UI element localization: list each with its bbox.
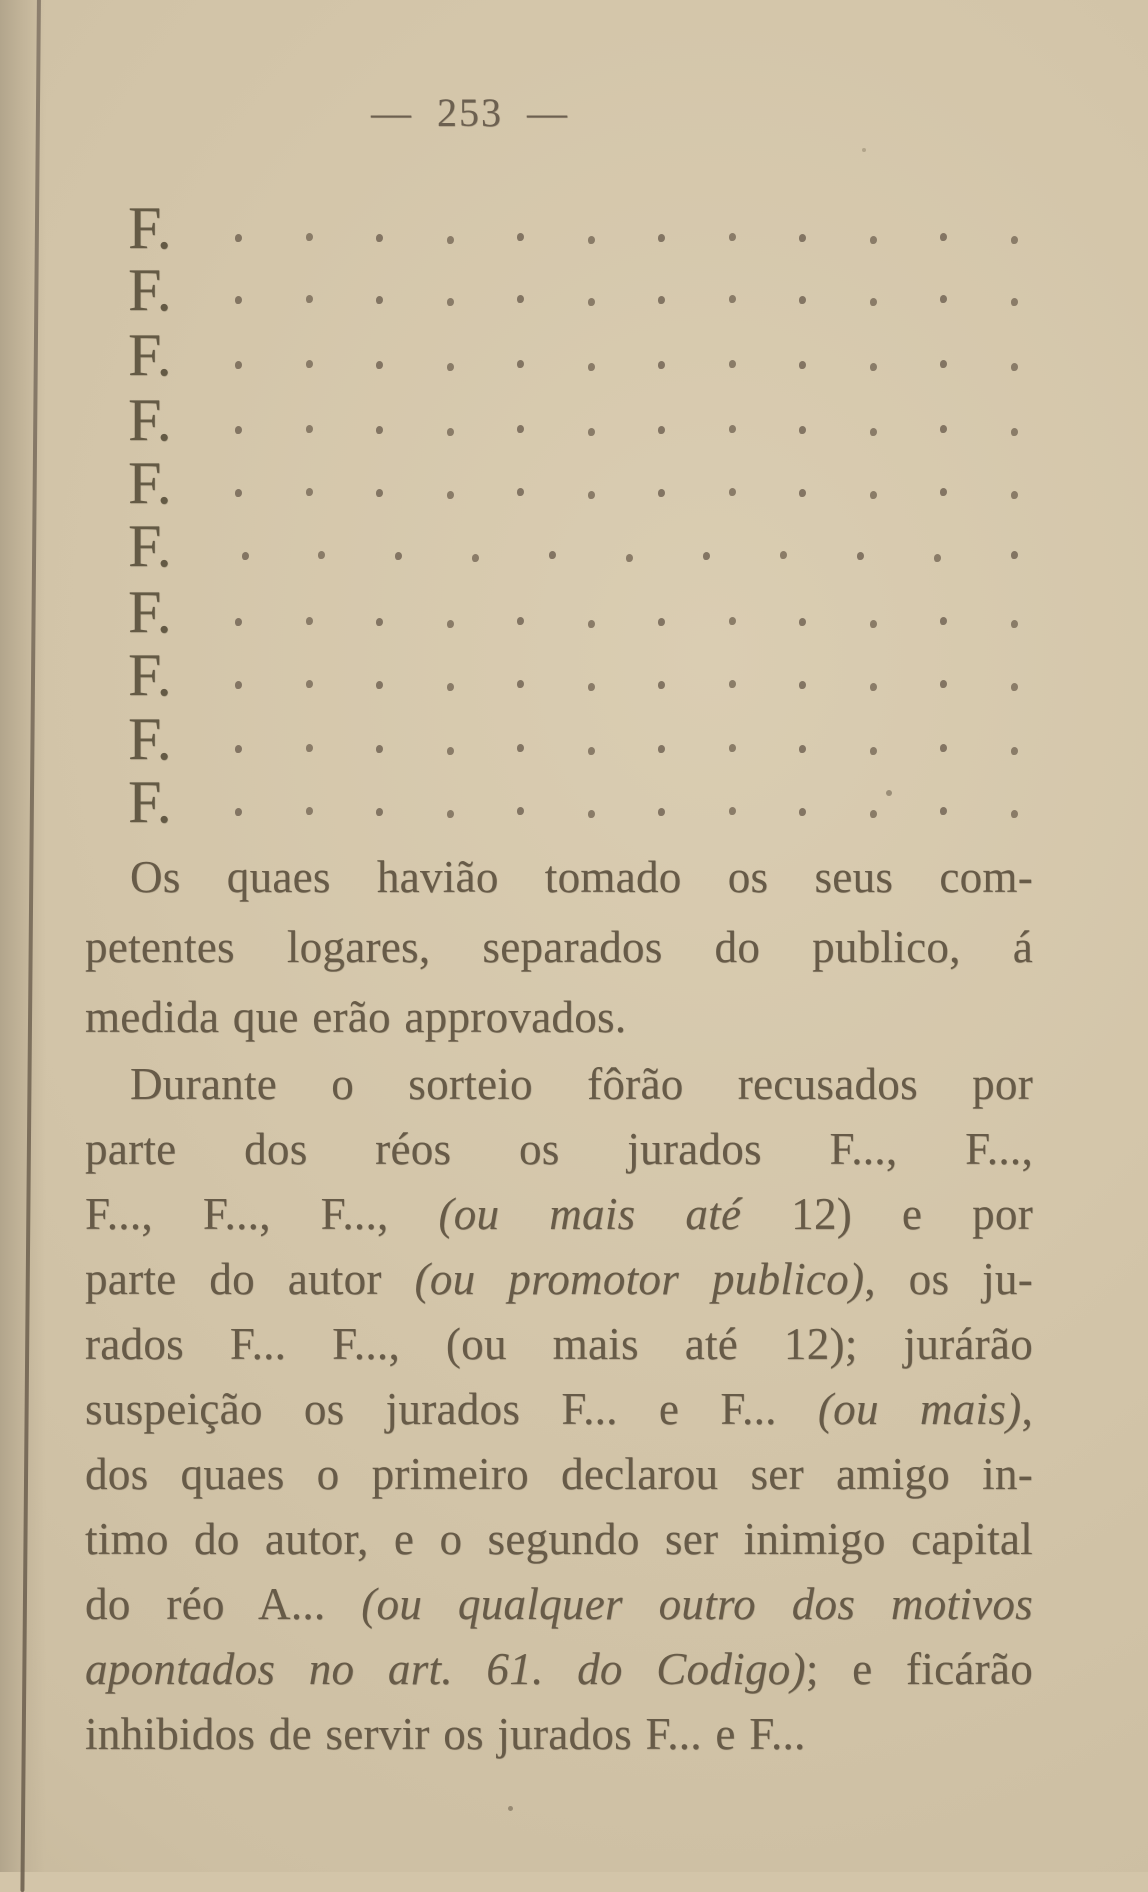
leader-dot xyxy=(235,234,242,242)
juror-blank-row xyxy=(128,704,1018,772)
leader-dot xyxy=(658,808,665,816)
leader-dot xyxy=(799,489,806,497)
juror-blank-row xyxy=(128,767,1018,835)
italic-text: (ou mais) xyxy=(817,1384,1022,1434)
roman-text: ; e ficárão xyxy=(805,1644,1033,1694)
leader-dot xyxy=(1011,551,1018,559)
leader-dot xyxy=(376,489,383,497)
juror-initial: F. xyxy=(128,769,172,835)
leader-dot xyxy=(729,488,736,496)
leader-dot xyxy=(870,747,877,755)
leader-dot xyxy=(658,296,665,304)
juror-initial: F. xyxy=(128,195,172,261)
leader-dot xyxy=(940,807,947,815)
leader-dot xyxy=(447,363,454,371)
leader-dot xyxy=(1011,363,1018,371)
leader-dot xyxy=(242,552,249,560)
leader-dot xyxy=(235,296,242,304)
page-number: — 253 — xyxy=(371,90,569,135)
leader-dot xyxy=(870,236,877,244)
leader-dot xyxy=(306,617,313,625)
italic-text: (ou qualquer outro dos motivos xyxy=(361,1579,1033,1629)
leader-dot xyxy=(588,620,595,628)
leader-dot xyxy=(626,554,633,562)
roman-text: timo do autor, e o segundo ser inimigo capital xyxy=(85,1514,1033,1564)
juror-initial: F. xyxy=(128,450,172,516)
juror-initial: F. xyxy=(128,513,172,579)
text-line xyxy=(85,1182,1033,1247)
leader-dot xyxy=(729,295,736,303)
italic-text: apontados no art. 61. do Codigo) xyxy=(85,1644,806,1694)
scan-speck xyxy=(886,790,892,796)
juror-blank-row xyxy=(128,640,1018,708)
leader-dot xyxy=(729,425,736,433)
leader-dot xyxy=(588,491,595,499)
leader-dot xyxy=(376,681,383,689)
leader-dot xyxy=(799,808,806,816)
juror-blank-row xyxy=(128,255,1018,323)
leader-dot xyxy=(658,681,665,689)
leader-dot xyxy=(870,683,877,691)
leader-dot xyxy=(729,807,736,815)
leader-dot xyxy=(306,360,313,368)
leader-dot xyxy=(799,681,806,689)
text-line xyxy=(85,912,1033,982)
roman-text: Os quaes havião tomado os seus com- xyxy=(130,852,1033,902)
leader-dot xyxy=(870,620,877,628)
leader-dot xyxy=(376,618,383,626)
leader-dot xyxy=(588,298,595,306)
leader-dot xyxy=(658,489,665,497)
roman-text: do réo A... xyxy=(85,1579,362,1629)
leader-dot xyxy=(235,426,242,434)
leader-dot xyxy=(235,361,242,369)
leader-dot xyxy=(1011,620,1018,628)
leader-dot xyxy=(376,361,383,369)
juror-initial: F. xyxy=(128,706,172,772)
leader-dot xyxy=(447,428,454,436)
leader-dot xyxy=(306,295,313,303)
text-line xyxy=(85,842,1033,912)
leader-dot xyxy=(549,551,556,559)
leader-dot xyxy=(870,810,877,818)
leader-dot xyxy=(306,425,313,433)
text-line xyxy=(85,1377,1033,1442)
leader-dot xyxy=(940,680,947,688)
leader-dot xyxy=(940,295,947,303)
roman-text: petentes logares, separados do publico, á xyxy=(85,922,1033,972)
leader-dot xyxy=(870,428,877,436)
leader-dot xyxy=(517,617,524,625)
leader-dot xyxy=(447,236,454,244)
leader-dot xyxy=(658,234,665,242)
leader-dot xyxy=(780,551,787,559)
leader-dot xyxy=(658,745,665,753)
leader-dot xyxy=(588,236,595,244)
leader-dot xyxy=(940,360,947,368)
leader-dot xyxy=(870,363,877,371)
leader-dot xyxy=(235,681,242,689)
leader-dot xyxy=(447,810,454,818)
paragraph xyxy=(85,842,1033,1052)
roman-text: Durante o sorteio fôrão recusados por xyxy=(130,1059,1033,1109)
leader-dot xyxy=(729,680,736,688)
text-line xyxy=(85,1507,1033,1572)
leader-dot xyxy=(588,428,595,436)
leader-dot xyxy=(1011,491,1018,499)
leader-dot xyxy=(588,810,595,818)
scan-speck xyxy=(508,1806,513,1811)
leader-dot xyxy=(376,808,383,816)
juror-initial: F. xyxy=(128,387,172,453)
juror-blank-row xyxy=(128,320,1018,388)
leader-dot xyxy=(729,744,736,752)
juror-blank-row xyxy=(128,448,1018,516)
leader-dot xyxy=(447,683,454,691)
roman-text: 12) e por xyxy=(741,1189,1033,1239)
leader-dot xyxy=(799,296,806,304)
juror-blank-list xyxy=(128,192,1018,835)
leader-dot xyxy=(799,745,806,753)
leader-dot xyxy=(729,617,736,625)
leader-dot xyxy=(395,552,402,560)
leader-dot xyxy=(729,233,736,241)
leader-dot xyxy=(857,552,864,560)
text-line xyxy=(85,982,1033,1052)
leader-dot xyxy=(1011,236,1018,244)
leader-dot xyxy=(447,298,454,306)
leader-dot xyxy=(1011,747,1018,755)
leader-dot xyxy=(703,552,710,560)
leader-dot xyxy=(376,426,383,434)
text-line xyxy=(85,1052,1033,1117)
leader-dot xyxy=(517,807,524,815)
text-line xyxy=(85,1117,1033,1182)
leader-dot xyxy=(517,360,524,368)
juror-blank-row xyxy=(128,385,1018,453)
leader-dot xyxy=(799,361,806,369)
leader-dot xyxy=(306,233,313,241)
juror-initial: F. xyxy=(128,642,172,708)
leader-dot xyxy=(517,744,524,752)
roman-text: parte do autor xyxy=(85,1254,415,1304)
leader-dot xyxy=(870,491,877,499)
leader-dot xyxy=(934,554,941,562)
leader-dot xyxy=(799,618,806,626)
leader-dot xyxy=(940,617,947,625)
leader-dot xyxy=(517,295,524,303)
body-text xyxy=(85,842,1033,1767)
leader-dot xyxy=(517,680,524,688)
leader-dot xyxy=(376,745,383,753)
leader-dot xyxy=(306,488,313,496)
roman-text: rados F... F..., (ou mais até 12); jurárão xyxy=(85,1319,1033,1369)
leader-dot xyxy=(940,233,947,241)
leader-dot xyxy=(376,296,383,304)
leader-dot xyxy=(517,488,524,496)
leader-dot xyxy=(517,233,524,241)
leader-dot xyxy=(1011,810,1018,818)
leader-dot xyxy=(447,620,454,628)
roman-text: medida que erão approvados. xyxy=(85,992,627,1042)
leader-dot xyxy=(1011,428,1018,436)
leader-dot xyxy=(588,747,595,755)
leader-dot xyxy=(799,426,806,434)
text-line xyxy=(85,1572,1033,1637)
text-line xyxy=(85,1312,1033,1377)
leader-dot xyxy=(318,551,325,559)
italic-text: (ou mais até xyxy=(438,1189,742,1239)
roman-text: inhibidos de servir os jurados F... e F... xyxy=(85,1709,806,1759)
paragraph xyxy=(85,1052,1033,1767)
leader-dot xyxy=(306,807,313,815)
juror-blank-row xyxy=(128,577,1018,645)
leader-dot xyxy=(658,618,665,626)
leader-dot xyxy=(1011,683,1018,691)
leader-dot xyxy=(235,745,242,753)
leader-dot xyxy=(306,744,313,752)
leader-dot xyxy=(870,298,877,306)
scan-speck xyxy=(862,148,866,152)
leader-dot xyxy=(235,489,242,497)
juror-initial: F. xyxy=(128,579,172,645)
roman-text: F..., F..., F..., xyxy=(85,1189,439,1239)
leader-dot xyxy=(235,808,242,816)
leader-dot xyxy=(517,425,524,433)
leader-dot xyxy=(376,234,383,242)
text-line xyxy=(85,1442,1033,1507)
roman-text: suspeição os jurados F... e F... xyxy=(85,1384,818,1434)
roman-text: , xyxy=(1021,1384,1033,1434)
text-line xyxy=(85,1247,1033,1312)
juror-initial: F. xyxy=(128,257,172,323)
leader-dot xyxy=(729,360,736,368)
text-line xyxy=(85,1637,1033,1702)
leader-dot xyxy=(235,618,242,626)
leader-dot xyxy=(1011,298,1018,306)
roman-text: parte dos réos os jurados F..., F..., xyxy=(85,1124,1033,1174)
juror-blank-row xyxy=(128,511,1018,579)
leader-dot xyxy=(658,426,665,434)
leader-dot xyxy=(588,683,595,691)
leader-dot xyxy=(447,491,454,499)
text-line xyxy=(85,1702,1033,1767)
leader-dot xyxy=(472,554,479,562)
leader-dot xyxy=(799,234,806,242)
leader-dot xyxy=(940,425,947,433)
roman-text: dos quaes o primeiro declarou ser amigo in- xyxy=(85,1449,1033,1499)
leader-dot xyxy=(306,680,313,688)
leader-dot xyxy=(447,747,454,755)
juror-blank-row xyxy=(128,193,1018,261)
roman-text: , os ju- xyxy=(864,1254,1033,1304)
leader-dot xyxy=(940,744,947,752)
leader-dot xyxy=(658,361,665,369)
leader-dot xyxy=(588,363,595,371)
juror-initial: F. xyxy=(128,322,172,388)
leader-dot xyxy=(940,488,947,496)
italic-text: (ou promotor publico) xyxy=(414,1254,865,1304)
